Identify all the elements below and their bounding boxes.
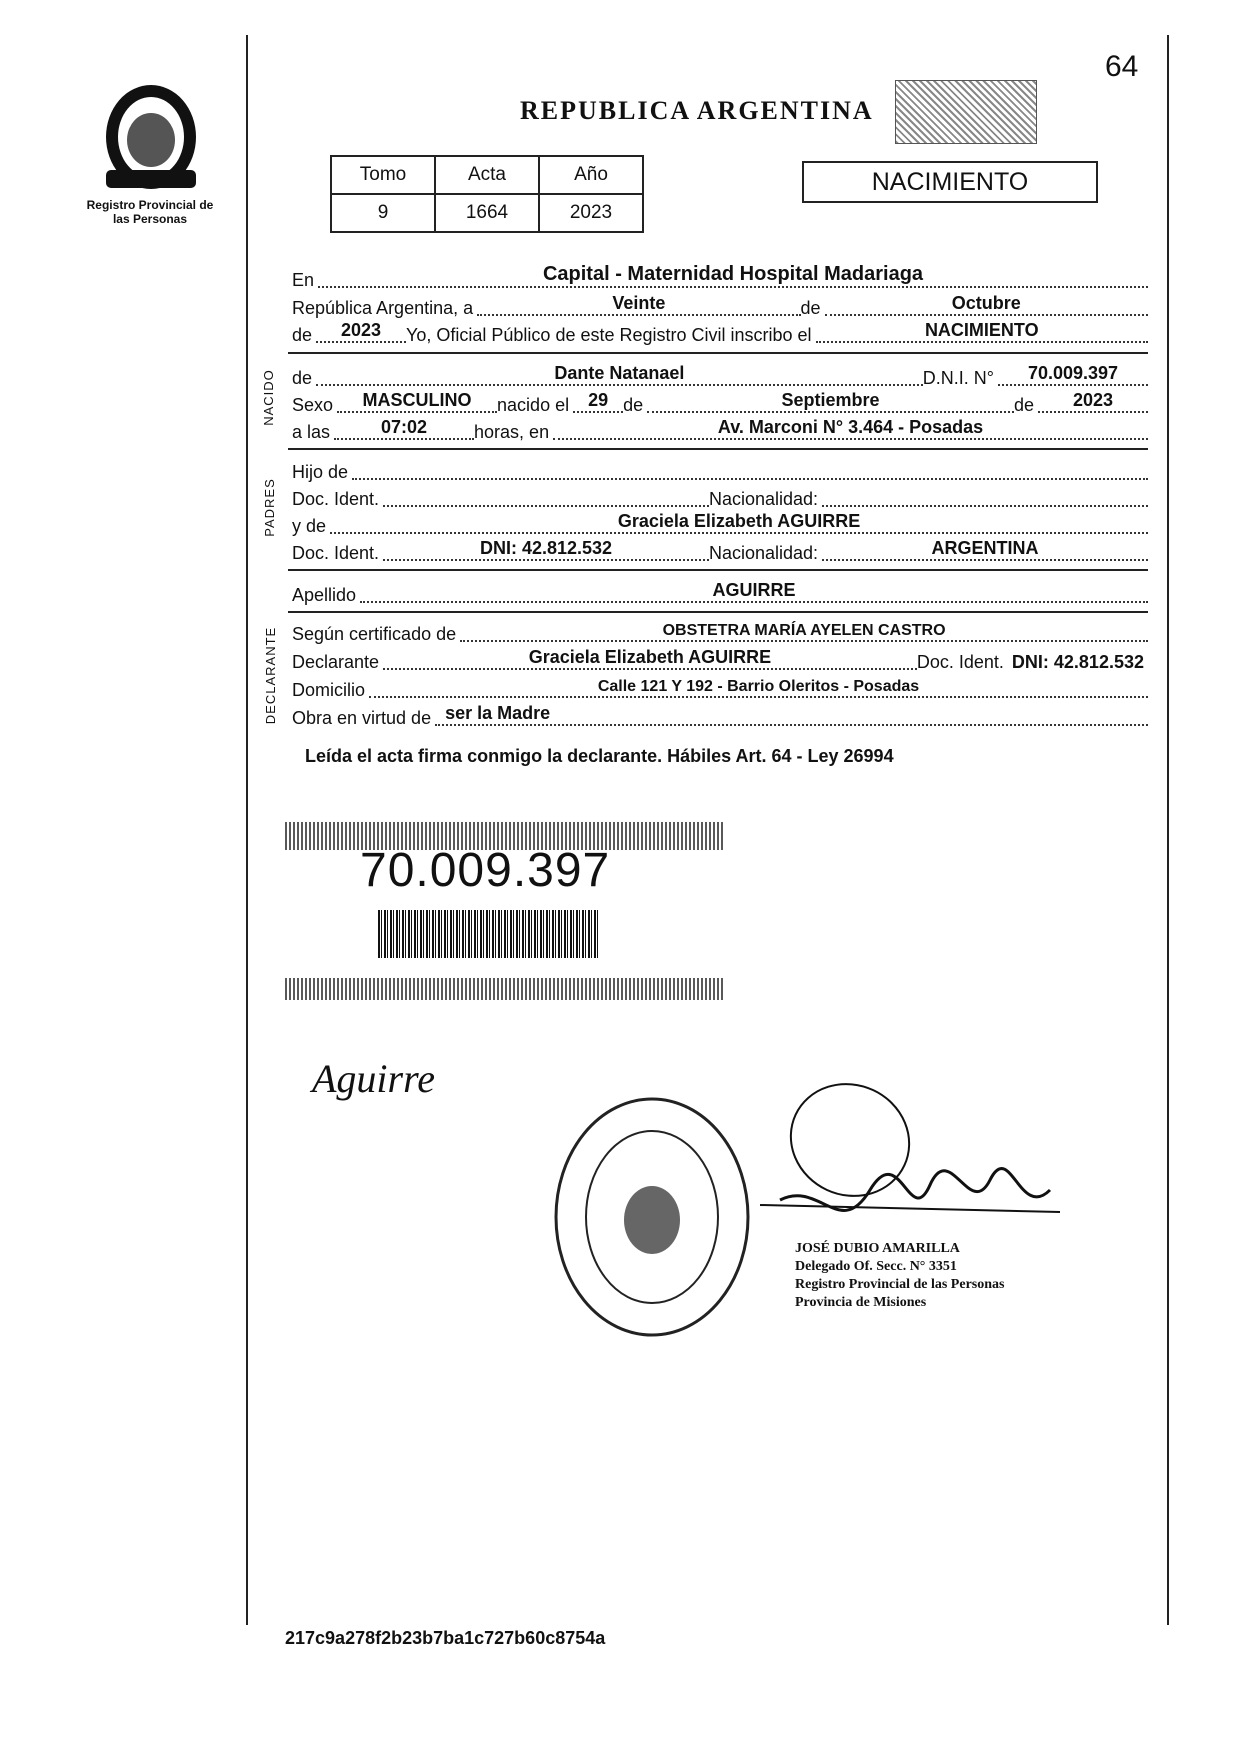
th-acta: Acta xyxy=(435,156,539,194)
declarante-value: Graciela Elizabeth AGUIRRE xyxy=(528,647,772,667)
day-value: Veinte xyxy=(612,293,666,313)
birth-day: 29 xyxy=(588,390,609,410)
td-tomo: 9 xyxy=(331,194,435,232)
row-apellido xyxy=(292,580,1148,606)
official-registry: Registro Provincial de las Personas xyxy=(795,1277,1005,1292)
dom-label: Domicilio xyxy=(292,680,366,700)
page-number: 64 xyxy=(1105,50,1139,83)
nacido-label: nacido el xyxy=(497,395,570,415)
en-value: Capital - Maternidad Hospital Madariaga xyxy=(542,263,924,285)
decl-label: Declarante xyxy=(292,652,380,672)
barcode-bottom-pattern xyxy=(285,978,725,1000)
mother-nat: ARGENTINA xyxy=(931,538,1039,558)
signature xyxy=(760,1080,1080,1260)
official-role: Delegado Of. Secc. N° 3351 xyxy=(795,1259,957,1274)
record-type-box: NACIMIENTO xyxy=(802,161,1098,203)
year-prefix: de xyxy=(292,325,313,345)
year-value: 2023 xyxy=(341,320,382,340)
right-margin-line xyxy=(1167,35,1169,1625)
rule-3 xyxy=(288,569,1148,571)
hijo-label: Hijo de xyxy=(292,462,349,482)
nac1-label: Nacionalidad: xyxy=(708,489,819,509)
birth-year: 2023 xyxy=(1072,390,1114,410)
td-anio: 2023 xyxy=(539,194,643,232)
rule-2 xyxy=(288,448,1148,450)
row-doc1 xyxy=(292,484,1148,510)
left-margin-line xyxy=(246,35,248,1625)
row-declarante xyxy=(292,647,1148,673)
de2-label: de xyxy=(292,368,313,388)
sexo-value: MASCULINO xyxy=(362,390,472,410)
closing-statement: Leída el acta firma conmigo la declarante. Hábiles Art. 64 - Ley 26994 xyxy=(305,746,894,766)
mother-name: Graciela Elizabeth AGUIRRE xyxy=(617,511,861,531)
handwritten-surname: Aguirre xyxy=(312,1056,435,1101)
official-name: JOSÉ DUBIO AMARILLA xyxy=(795,1241,960,1256)
tomo-acta-table xyxy=(330,155,644,233)
inscribo-text: Yo, Oficial Público de este Registro Civil inscribo el xyxy=(406,325,812,345)
birth-time: 07:02 xyxy=(381,417,428,437)
decl-doc-label: Doc. Ident. xyxy=(916,652,1004,672)
doc1-label: Doc. Ident. xyxy=(292,489,380,509)
row-hora xyxy=(292,417,1148,443)
birth-month: Septiembre xyxy=(781,390,880,410)
rule-4 xyxy=(288,611,1148,613)
republica-label: República Argentina, a xyxy=(292,298,474,318)
de-label: de xyxy=(800,298,821,318)
inscribo-value: NACIMIENTO xyxy=(924,320,1039,340)
province-seal-logo xyxy=(96,80,206,195)
dni-label: D.N.I. N° xyxy=(922,368,994,388)
decl-doc-value: DNI: 42.812.532 xyxy=(1011,652,1144,672)
apellido-label: Apellido xyxy=(292,585,357,605)
row-domicilio xyxy=(292,675,1148,701)
en-label: En xyxy=(292,270,315,290)
row-nombre xyxy=(292,363,1148,389)
domicilio-value: Calle 121 Y 192 - Barrio Oleritos - Posadas xyxy=(597,678,920,695)
de3-label: de xyxy=(623,395,644,415)
row-madre xyxy=(292,511,1148,537)
sexo-label: Sexo xyxy=(292,395,334,415)
yde-label: y de xyxy=(292,516,327,536)
row-en xyxy=(292,265,1148,291)
birth-place: Av. Marconi N° 3.464 - Posadas xyxy=(717,417,984,437)
apellido-value: AGUIRRE xyxy=(712,580,796,600)
barcode-bars xyxy=(378,910,600,958)
row-sexo xyxy=(292,390,1148,416)
official-signature-block xyxy=(795,1240,1004,1312)
doc2-label: Doc. Ident. xyxy=(292,543,380,563)
barcode-number: 70.009.397 xyxy=(360,844,611,897)
month-value: Octubre xyxy=(951,293,1021,313)
alas-label: a las xyxy=(292,422,331,442)
row-inscribo xyxy=(292,320,1148,346)
obra-value: ser la Madre xyxy=(445,703,551,723)
row-hijo xyxy=(292,457,1148,483)
cert-label: Según certificado de xyxy=(292,624,457,644)
row-doc2 xyxy=(292,538,1148,564)
official-stamp xyxy=(552,1095,752,1340)
mother-doc: DNI: 42.812.532 xyxy=(479,538,613,558)
official-province: Provincia de Misiones xyxy=(795,1295,927,1310)
side-label-declarante: DECLARANTE xyxy=(263,626,279,725)
th-tomo: Tomo xyxy=(331,156,435,194)
document-hash: 217c9a278f2b23b7ba1c727b60c8754a xyxy=(285,1628,606,1648)
security-hologram xyxy=(895,80,1037,144)
child-name: Dante Natanael xyxy=(554,363,685,383)
cert-value: OBSTETRA MARÍA AYELEN CASTRO xyxy=(662,622,946,639)
rule-1 xyxy=(288,352,1148,354)
row-cert xyxy=(292,619,1148,645)
row-obra xyxy=(292,703,1148,729)
dni-value: 70.009.397 xyxy=(1027,363,1119,383)
obra-label: Obra en virtud de xyxy=(292,708,432,728)
td-acta: 1664 xyxy=(435,194,539,232)
registry-name: Registro Provincial de las Personas xyxy=(86,198,214,226)
th-anio: Año xyxy=(539,156,643,194)
row-fecha xyxy=(292,293,1148,319)
side-label-nacido: NACIDO xyxy=(260,369,276,426)
country-title: REPUBLICA ARGENTINA xyxy=(520,96,874,125)
side-label-padres: PADRES xyxy=(261,478,277,537)
de4-label: de xyxy=(1013,395,1034,415)
nac2-label: Nacionalidad: xyxy=(708,543,819,563)
horas-label: horas, en xyxy=(474,422,550,442)
